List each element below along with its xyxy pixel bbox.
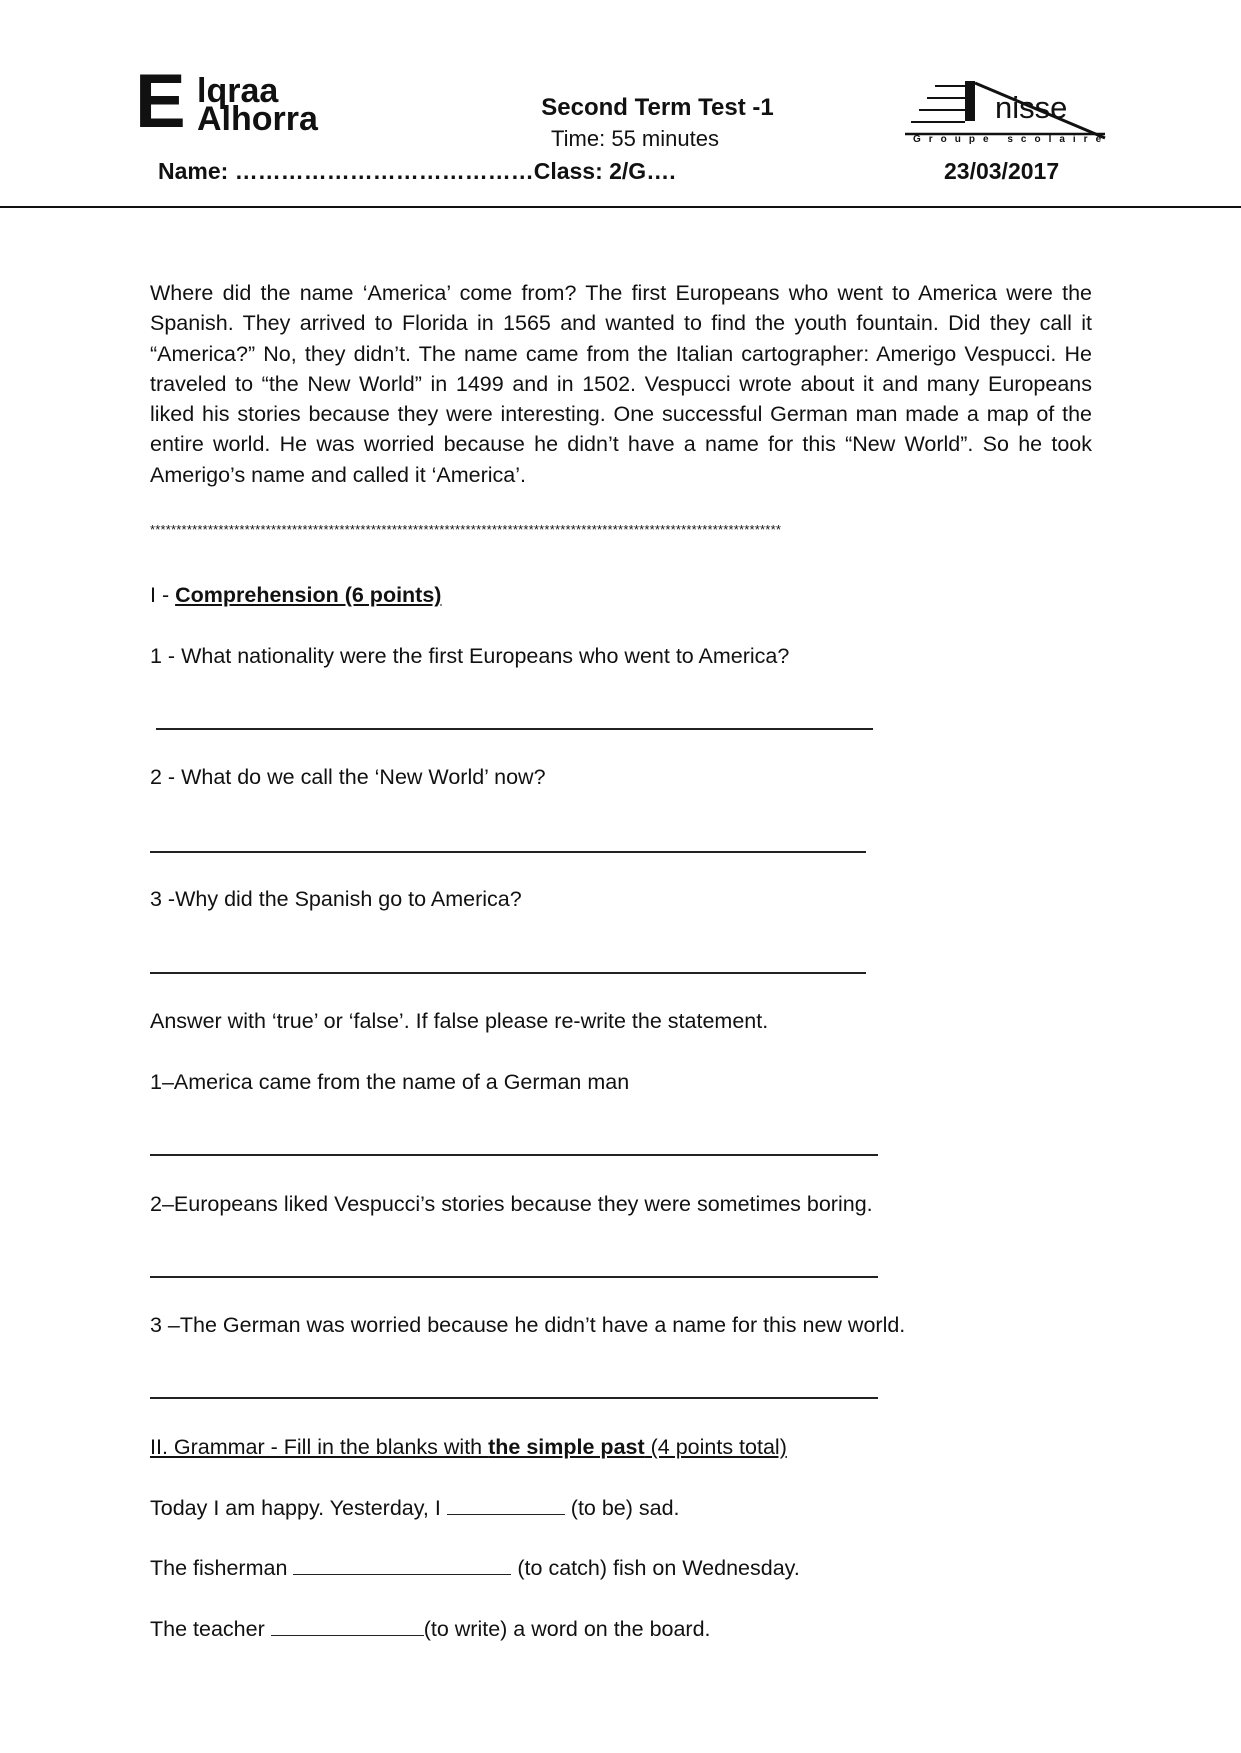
sentence-text-after: (to catch) fish on Wednesday. [511,1556,800,1580]
name-label: Name: [158,158,229,184]
tf-statement-2: 2–Europeans liked Vespucci’s stories because they were sometimes boring. [150,1192,873,1216]
grammar-sentence-3 [150,1617,711,1642]
sentence-text-after: (to be) sad. [564,1496,680,1520]
grammar-sentence-2 [150,1556,800,1581]
comprehension-title: Comprehension (6 points) [175,583,442,607]
fill-blank-3[interactable] [271,1617,424,1636]
sentence-text-before: The fisherman [150,1556,294,1580]
section-number: I - [150,583,176,607]
test-duration: Time: 55 minutes [551,126,719,151]
tf-statement-1: 1–America came from the name of a German man [150,1070,630,1094]
tf-answer-line-1[interactable] [150,1154,878,1156]
grammar-title-end: (4 points total) [644,1435,787,1459]
name-field[interactable]: ………………………………… [234,158,534,184]
grammar-sentence-1 [150,1496,680,1521]
answer-line-1[interactable] [156,728,873,730]
tf-answer-line-3[interactable] [150,1397,878,1399]
section-separator: ************************************************************************************************************************ [150,522,782,537]
logo-word-2: Alhorra [197,100,318,138]
logo-word-1: lqraa [197,72,279,110]
sentence-text-before: Today I am happy. Yesterday, I [150,1496,447,1520]
logo-tagline: Groupe scolaire [913,134,1110,145]
grammar-title-start: II. Grammar - Fill in the blanks with [150,1435,489,1459]
sentence-text-before: The teacher [150,1617,271,1641]
reading-passage: Where did the name ‘America’ come from? The first Europeans who went to America were the Spanish. They arrived to Florida in 1565 and wanted to find the youth fountain. Did they call it “America?” No, they didn’t. The name came from the Italian cartographer: Amerigo Vespucci. He traveled to “the New World” in 1499 and in 1502. Vespucci wrote about it and many Europeans liked his stories because they were interesting. One successful German man made a map of the entire world. He was worried because he didn’t have a name for this “New World”. So he took Amerigo’s name and called it ‘America’. [150,281,1092,487]
logo-letter: E [135,59,184,144]
question-1: 1 - What nationality were the first Europeans who went to America? [150,644,790,668]
question-2: 2 - What do we call the ‘New World’ now? [150,765,546,789]
tf-statement-3: 3 –The German was worried because he didn’t have a name for this new world. [150,1313,906,1337]
logo-nisse-word: nisse [995,90,1068,125]
student-info-line [158,158,676,185]
header-divider [0,206,1241,208]
true-false-instruction: Answer with ‘true’ or ‘false’. If false please re-write the statement. [150,1009,769,1033]
test-date: 23/03/2017 [944,158,1060,184]
answer-line-3[interactable] [150,972,866,974]
grammar-title-bold: the simple past [488,1435,645,1459]
answer-line-2[interactable] [150,851,866,853]
fill-blank-2[interactable] [293,1556,511,1575]
school-logo-nisse [905,76,1110,146]
sentence-text-after: (to write) a word on the board. [423,1617,711,1641]
question-3: 3 -Why did the Spanish go to America? [150,887,522,911]
school-logo-iqraa [135,59,325,144]
tf-answer-line-2[interactable] [150,1276,878,1278]
section-comprehension-heading [150,583,441,608]
test-title: Second Term Test -1 [541,94,774,121]
fill-blank-1[interactable] [447,1496,565,1515]
section-grammar-heading [150,1435,787,1460]
class-field[interactable]: Class: 2/G…. [533,158,676,184]
